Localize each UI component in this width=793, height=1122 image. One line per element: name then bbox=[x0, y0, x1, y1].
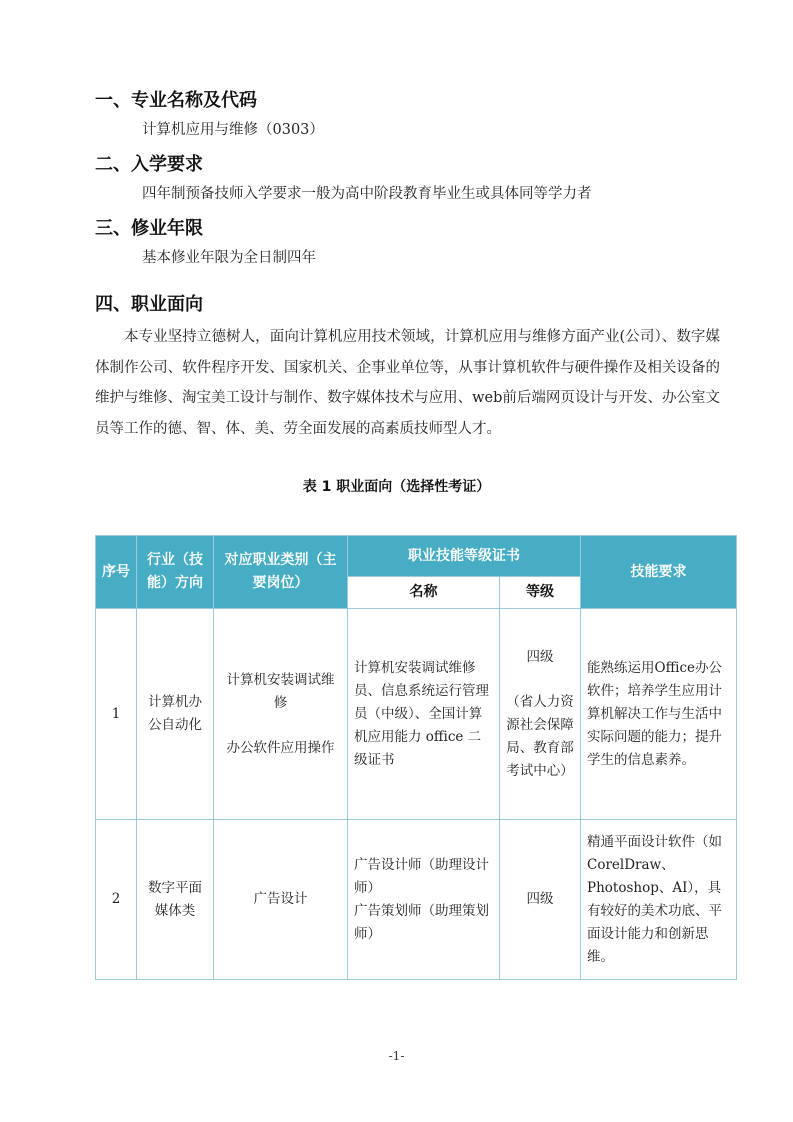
section-1-title: 一、专业名称及代码 bbox=[95, 90, 257, 111]
section-4-title: 四、职业面向 bbox=[95, 294, 203, 315]
header-cert: 职业技能等级证书 bbox=[348, 536, 581, 577]
job-primary: 计算机安装调试维修 bbox=[226, 671, 335, 711]
header-seq: 序号 bbox=[96, 536, 137, 609]
cell-job: 广告设计 bbox=[214, 820, 348, 980]
cell-seq: 2 bbox=[96, 820, 137, 980]
cell-skill: 精通平面设计软件（如CorelDraw、Photoshop、AI），具有较好的美术功底、平面设计能力和创新思维。 bbox=[581, 820, 737, 980]
section-4-paragraph: 本专业坚持立德树人，面向计算机应用技术领域，计算机应用与维修方面产业(公司）、数字媒体制作公司、软件程序开发、国家机关、企事业单位等，从事计算机软件与硬件操作及相关设备的维护与维修、淘宝美工设计与制作、数字媒体技术与应用、web前后端网页设计与开发、办公室文员等工作的德、智、体、美、劳全面发展的高素质技师型人才。 bbox=[95, 329, 720, 437]
cell-cert-level: 四级 bbox=[500, 820, 581, 980]
cell-seq: 1 bbox=[96, 609, 137, 820]
cell-cert-name: 计算机安装调试维修员、信息系统运行管理员（中级）、全国计算机应用能力 office 二级证书 bbox=[348, 609, 500, 820]
table-row bbox=[96, 609, 737, 820]
cell-industry: 数字平面媒体类 bbox=[137, 820, 214, 980]
cell-skill: 能熟练运用Office办公软件；培养学生应用计算机解决工作与生活中实际问题的能力；提升学生的信息素养。 bbox=[581, 609, 737, 820]
level-value: 四级 bbox=[526, 648, 554, 665]
section-2-title: 二、入学要求 bbox=[95, 154, 203, 175]
section-1-text: 计算机应用与维修（0303） bbox=[142, 122, 324, 138]
cell-job bbox=[214, 609, 348, 820]
table-row bbox=[96, 820, 737, 980]
occupation-table bbox=[95, 535, 737, 980]
section-2-text: 四年制预备技师入学要求一般为高中阶段教育毕业生或具体同等学力者 bbox=[142, 186, 592, 202]
level-issuer: （省人力资源社会保障局、教育部考试中心） bbox=[506, 693, 574, 779]
table-caption: 表 1 职业面向（选择性考证） bbox=[302, 479, 491, 495]
header-cert-level: 等级 bbox=[500, 577, 581, 609]
header-job: 对应职业类别（主要岗位） bbox=[214, 536, 348, 609]
page-number: -1- bbox=[388, 1049, 405, 1063]
cell-industry: 计算机办公自动化 bbox=[137, 609, 214, 820]
header-cert-name: 名称 bbox=[348, 577, 500, 609]
cert-name-secondary: 广告策划师（助理策划师） bbox=[354, 902, 489, 942]
header-skill: 技能要求 bbox=[581, 536, 737, 609]
cell-cert-level bbox=[500, 609, 581, 820]
section-3-text: 基本修业年限为全日制四年 bbox=[142, 250, 316, 266]
cert-name-primary: 广告设计师（助理设计师） bbox=[354, 856, 489, 896]
header-industry: 行业（技能）方向 bbox=[137, 536, 214, 609]
section-3-title: 三、修业年限 bbox=[95, 218, 203, 239]
cell-cert-name bbox=[348, 820, 500, 980]
job-secondary: 办公软件应用操作 bbox=[226, 739, 335, 756]
